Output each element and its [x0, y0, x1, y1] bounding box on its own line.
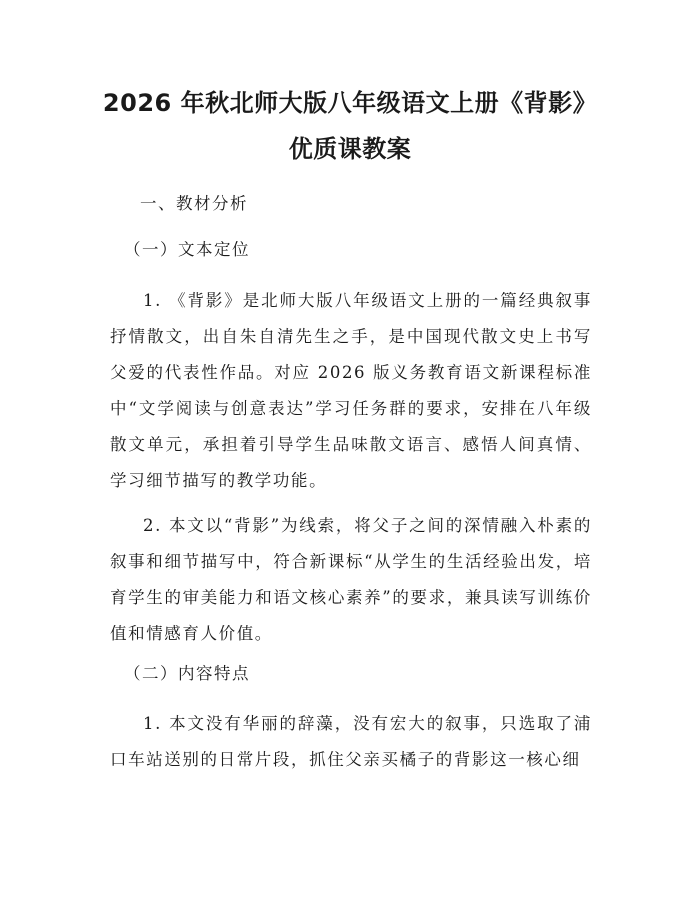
- paragraph-3: 1. 本文没有华丽的辞藻，没有宏大的叙事，只选取了浦口车站送别的日常片段，抓住父亲买橘子的背影这一核心细: [110, 714, 592, 769]
- paragraph-2: 2. 本文以“背影”为线索，将父子之间的深情融入朴素的叙事和细节描写中，符合新课标“从学生的生活经验出发，培育学生的审美能力和语文核心素养”的要求，兼具读写训练价值和情感育人价值。: [110, 516, 592, 643]
- paragraph-1: 1. 《背影》是北师大版八年级语文上册的一篇经典叙事抒情散文，出自朱自清先生之手，是中国现代散文史上书写父爱的代表性作品。对应 2026 版义务教育语文新课程标准中“文学阅读与创意表达”学习任务群的要求，安排在八年级散文单元，承担着引导学生品味散文语言、感悟人间真情、学习细节描写的教学功能。: [110, 291, 592, 490]
- subsection-heading-text-positioning: （一）文本定位: [124, 240, 250, 259]
- subsection-heading-content-features: （二）内容特点: [124, 664, 250, 683]
- document-title-line-1: 2026 年秋北师大版八年级语文上册《背影》: [102, 89, 598, 117]
- section-heading-textbook-analysis: 一、教材分析: [140, 194, 248, 213]
- document-title-line-2: 优质课教案: [288, 135, 412, 163]
